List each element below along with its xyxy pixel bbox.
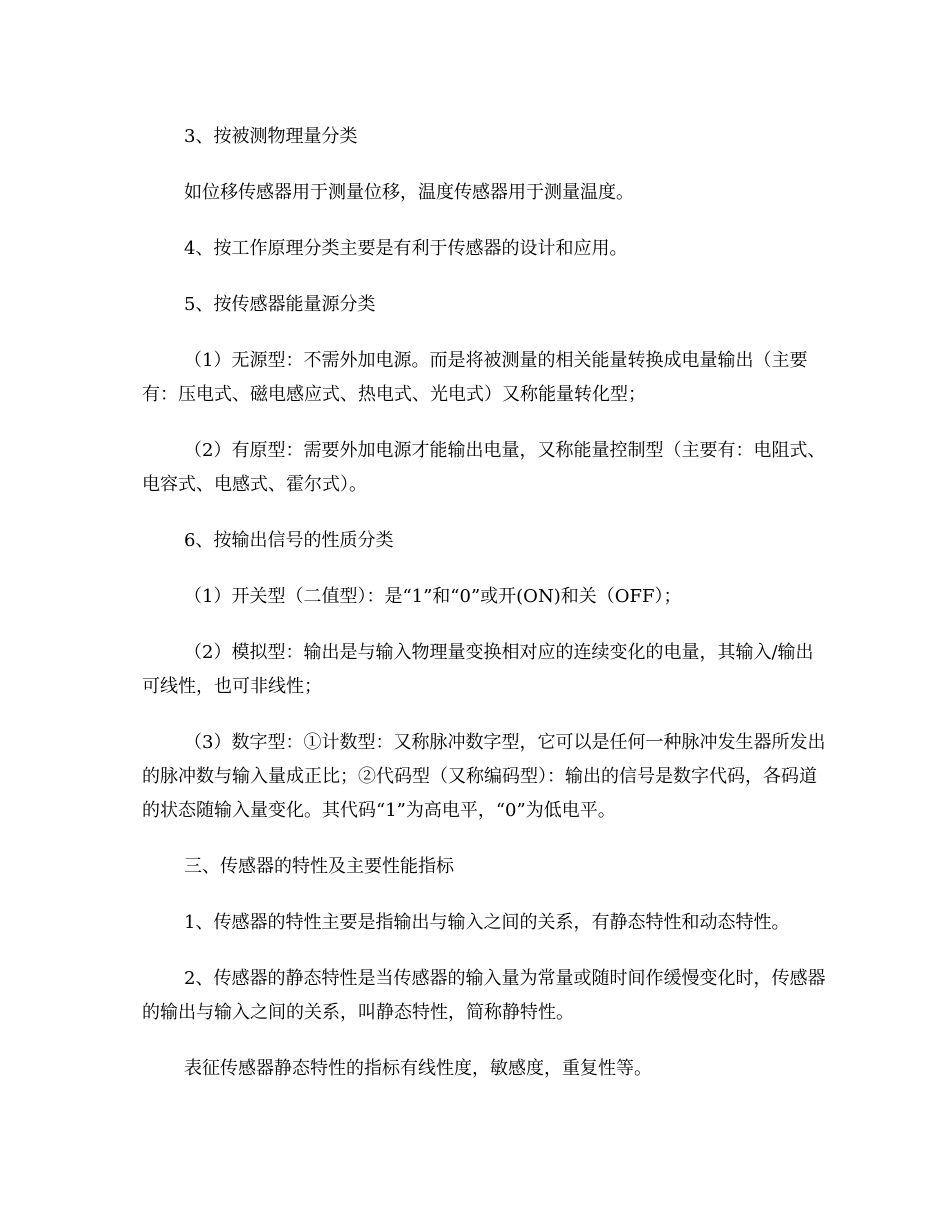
paragraph-active-type: （2）有原型：需要外加电源才能输出电量，又称能量控制型（主要有：电阻式、电容式、电感式、霍尔式）。 bbox=[142, 440, 826, 495]
paragraph-switch-type: （1）开关型（二值型）：是“1”和“0”或开(ON)和关（OFF）； bbox=[184, 586, 682, 607]
section-heading-3: 三、传感器的特性及主要性能指标 bbox=[184, 856, 454, 877]
paragraph-body: 如位移传感器用于测量位移，温度传感器用于测量温度。 bbox=[184, 182, 634, 203]
paragraph-passive-type: （1）无源型：不需外加电源。而是将被测量的相关能量转换成电量输出（主要有：压电式、磁电感应式、热电式、光电式）又称能量转化型； bbox=[142, 350, 808, 405]
paragraph-static-indicators: 表征传感器静态特性的指标有线性度，敏感度，重复性等。 bbox=[184, 1058, 652, 1079]
paragraph-heading-6: 6、按输出信号的性质分类 bbox=[184, 530, 394, 551]
paragraph-static-characteristics: 2、传感器的静态特性是当传感器的输入量为常量或随时间作缓慢变化时，传感器的输出与输入之间的关系，叫静态特性，简称静特性。 bbox=[142, 968, 826, 1023]
paragraph-heading-3: 3、按被测物理量分类 bbox=[184, 126, 358, 147]
paragraph-digital-type: （3）数字型：①计数型：又称脉冲数字型，它可以是任何一种脉冲发生器所发出的脉冲数与输入量成正比；②代码型（又称编码型）：输出的信号是数字代码，各码道的状态随输入量变化。其代码“1”为高电平，“0”为低电平。 bbox=[142, 732, 826, 821]
document-body bbox=[142, 120, 828, 1108]
paragraph-characteristics: 1、传感器的特性主要是指输出与输入之间的关系，有静态特性和动态特性。 bbox=[184, 912, 790, 933]
paragraph-heading-4: 4、按工作原理分类主要是有利于传感器的设计和应用。 bbox=[184, 238, 628, 259]
paragraph-heading-5: 5、按传感器能量源分类 bbox=[184, 294, 376, 315]
paragraph-analog-type: （2）模拟型：输出是与输入物理量变换相对应的连续变化的电量，其输入/输出可线性，也可非线性； bbox=[142, 642, 814, 697]
